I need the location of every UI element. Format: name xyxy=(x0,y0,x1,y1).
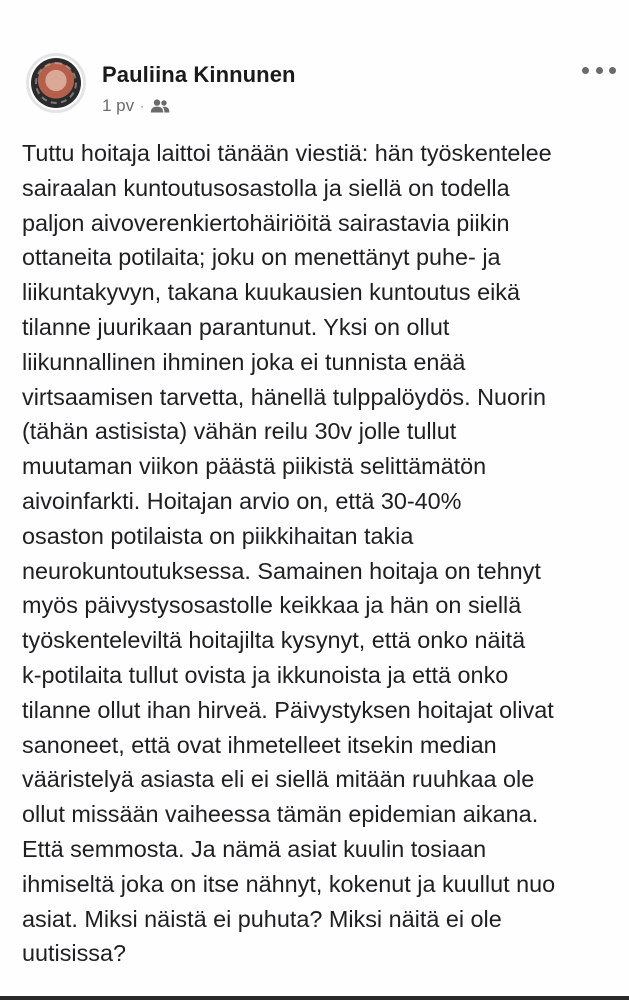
post-body-line: sairaalan kuntoutusosastolla ja siellä on todella xyxy=(22,174,510,201)
post-body-line: liikuntakyvyn, takana kuukausien kuntoutus eikä xyxy=(22,279,520,306)
post-body-line: ottaneita potilaita; joku on menettänyt puhe- ja xyxy=(22,244,501,271)
post-body-line: asiat. Miksi näistä ei puhuta? Miksi näitä ei ole xyxy=(22,905,502,932)
post-body-line: tilanne ollut ihan hirveä. Päivystyksen hoitajat olivat xyxy=(22,696,554,723)
post-body-line: sanoneet, että ovat ihmetelleet itsekin median xyxy=(22,731,497,758)
post-body-line: Tuttu hoitaja laittoi tänään viestiä: hän työskentelee xyxy=(22,140,552,166)
post-body-line: uutisissa? xyxy=(22,940,127,967)
post-body-line: virtsaamisen tarvetta, hänellä tulppalöydös. Nuorin xyxy=(22,383,546,410)
more-horizontal-icon-dot xyxy=(596,67,603,74)
post-body-line: tilanne juurikaan parantunut. Yksi on ollut xyxy=(22,313,450,340)
post-body xyxy=(22,136,622,971)
more-horizontal-icon-dot xyxy=(582,67,589,74)
profile-photo-icon xyxy=(31,58,81,108)
post-body-line: k-potilaita tullut ovista ja ikkunoista ja että onko xyxy=(22,661,509,688)
post-body-line: ihmiseltä joka on itse nähnyt, kokenut ja kuullut nuo xyxy=(22,870,556,897)
more-options-button[interactable] xyxy=(582,62,616,78)
post-body-line: vääristelyä asiasta eli ei siellä mitään ruuhkaa ole xyxy=(22,766,535,793)
friends-icon[interactable] xyxy=(150,99,170,113)
post-body-line: muutaman viikon päästä piikistä selittämätön xyxy=(22,453,487,480)
post-body-line: ollut missään vaiheessa tämän epidemian aikana. xyxy=(22,801,539,828)
post-body-line: aivoinfarkti. Hoitajan arvio on, että 30-40% xyxy=(22,487,462,514)
post-body-line: myös päivystysosastolle keikkaa ja hän on siellä xyxy=(22,592,522,619)
post-meta xyxy=(102,96,170,116)
avatar[interactable] xyxy=(26,53,86,113)
bottom-edge xyxy=(0,996,629,1000)
more-horizontal-icon-dot xyxy=(609,67,616,74)
post-body-line: paljon aivoverenkiertohäiriöitä sairastavia piikin xyxy=(22,209,510,236)
post-header xyxy=(0,0,629,130)
post-body-line: neurokuntoutuksessa. Samainen hoitaja on tehnyt xyxy=(22,557,541,584)
author-name[interactable]: Pauliina Kinnunen xyxy=(102,62,296,87)
post-body-line: (tähän astisista) vähän reilu 30v jolle tullut xyxy=(22,418,457,445)
post-body-line: liikunnallinen ihminen joka ei tunnista enää xyxy=(22,348,466,375)
post-body-line: Että semmosta. Ja nämä asiat kuulin tosiaan xyxy=(22,835,487,862)
post-timestamp[interactable]: 1 pv xyxy=(102,96,135,115)
post-body-line: osaston potilaista on piikkihaitan takia xyxy=(22,522,414,549)
meta-separator: · xyxy=(140,99,145,113)
post-body-line: työskenteleviltä hoitajilta kysynyt, että onko näitä xyxy=(22,627,526,654)
